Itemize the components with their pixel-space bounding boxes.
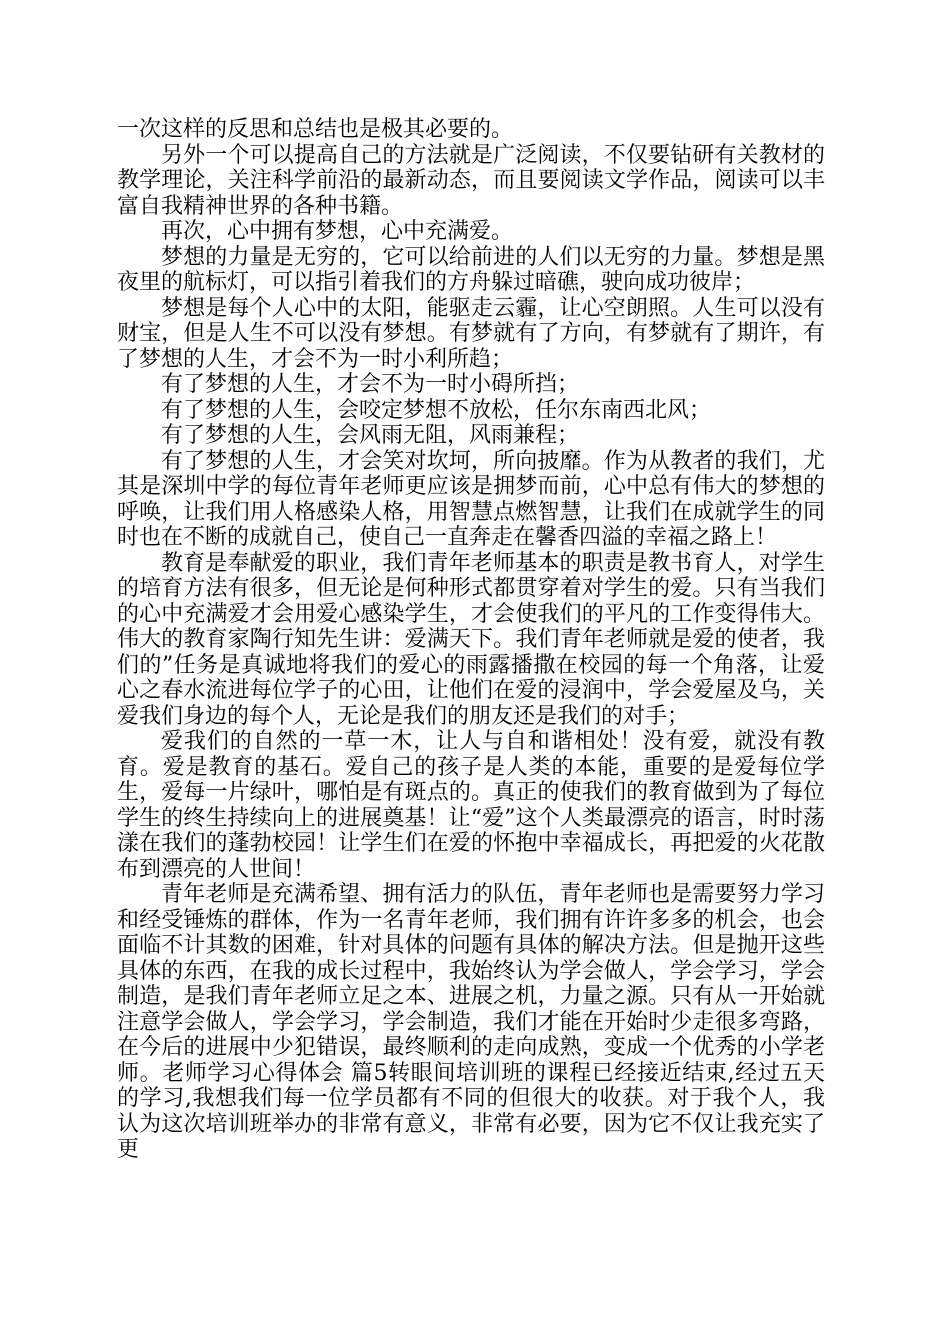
paragraph-9: 有了梦想的人生，才会笑对坎坷，所向披靡。作为从教者的我们，尤其是深圳中学的每位青年老师更应该是拥梦而前，心中总有伟大的梦想的呼唤，让我们用人格感染人格，用智慧点燃智慧，让我们在成就学生的同时也在不断的成就自己，使自己一直奔走在馨香四溢的幸福之路上！ (117, 448, 825, 550)
paragraph-8: 有了梦想的人生，会风雨无阻，风雨兼程； (161, 423, 580, 448)
paragraph-3: 再次，心中拥有梦想，心中充满爱。 (161, 219, 514, 244)
paragraph-4: 梦想的力量是无穷的，它可以给前进的人们以无穷的力量。梦想是黑夜里的航标灯，可以指引着我们的方舟躲过暗礁，驶向成功彼岸； (117, 244, 825, 295)
paragraph-10: 教育是奉献爱的职业，我们青年老师基本的职责是教书育人，对学生的培育方法有很多，但无论是何种形式都贯穿着对学生的爱。只有当我们的心中充满爱才会用爱心感染学生，才会使我们的平凡的工作变得伟大。伟大的教育家陶行知先生讲：爱满天下。我们青年老师就是爱的使者，我们的”任务是真诚地将我们的爱心的雨露播撒在校园的每一个角落，让爱心之春水流进每位学子的心田，让他们在爱的浸润中，学会爱屋及乌，关爱我们身边的每个人，无论是我们的朋友还是我们的对手； (117, 550, 825, 729)
paragraph-7: 有了梦想的人生，会咬定梦想不放松，任尔东南西北风； (161, 397, 712, 423)
paragraph-12: 青年老师是充满希望、拥有活力的队伍，青年老师也是需要努力学习和经受锤炼的群体，作为一名青年老师，我们拥有许许多多的机会，也会面临不计其数的困难，针对具体的问题有具体的解决方法。但是抛开这些具体的东西，在我的成长过程中，我始终认为学会做人，学会学习，学会制造，是我们青年老师立足之本、进展之机，力量之源。只有从一开始就注意学会做人，学会学习，学会制造，我们才能在开始时少走很多弯路，在今后的进展中少犯错误，最终顺利的走向成熟，变成一个优秀的小学老师。老师学习心得体会 篇5转眼间培训班的课程已经接近结束,经过五天的学习,我想我们每一位学员都有不同的但很大的收获。对于我个人，我认为这次培训班举办的非常有意义，非常有必要，因为它不仅让我充实了更 (117, 882, 825, 1162)
paragraph-11: 爱我们的自然的一草一木，让人与自和谐相处！没有爱，就没有教育。爱是教育的基石。爱自己的孩子是人类的本能，重要的是爱每位学生，爱每一片绿叶，哪怕是有斑点的。真正的使我们的教育做到为了每位学生的终生持续向上的进展奠基！让“爱”这个人类最漂亮的语言，时时荡漾在我们的蓬勃校园！让学生们在爱的怀抱中幸福成长，再把爱的火花散布到漂亮的人世间！ (117, 729, 825, 882)
paragraph-5: 梦想是每个人心中的太阳，能驱走云霾，让心空朗照。人生可以没有财宝，但是人生不可以没有梦想。有梦就有了方向，有梦就有了期许，有了梦想的人生，才会不为一时小利所趋； (117, 295, 825, 372)
paragraph-2: 另外一个可以提高自己的方法就是广泛阅读，不仅要钻研有关教材的教学理论，关注科学前沿的最新动态，而且要阅读文学作品，阅读可以丰富自我精神世界的各种书籍。 (117, 142, 825, 219)
paragraph-6: 有了梦想的人生，才会不为一时小碍所挡； (161, 372, 580, 397)
document-page (117, 117, 825, 1163)
paragraph-1: 一次这样的反思和总结也是极其必要的。 (117, 117, 514, 142)
